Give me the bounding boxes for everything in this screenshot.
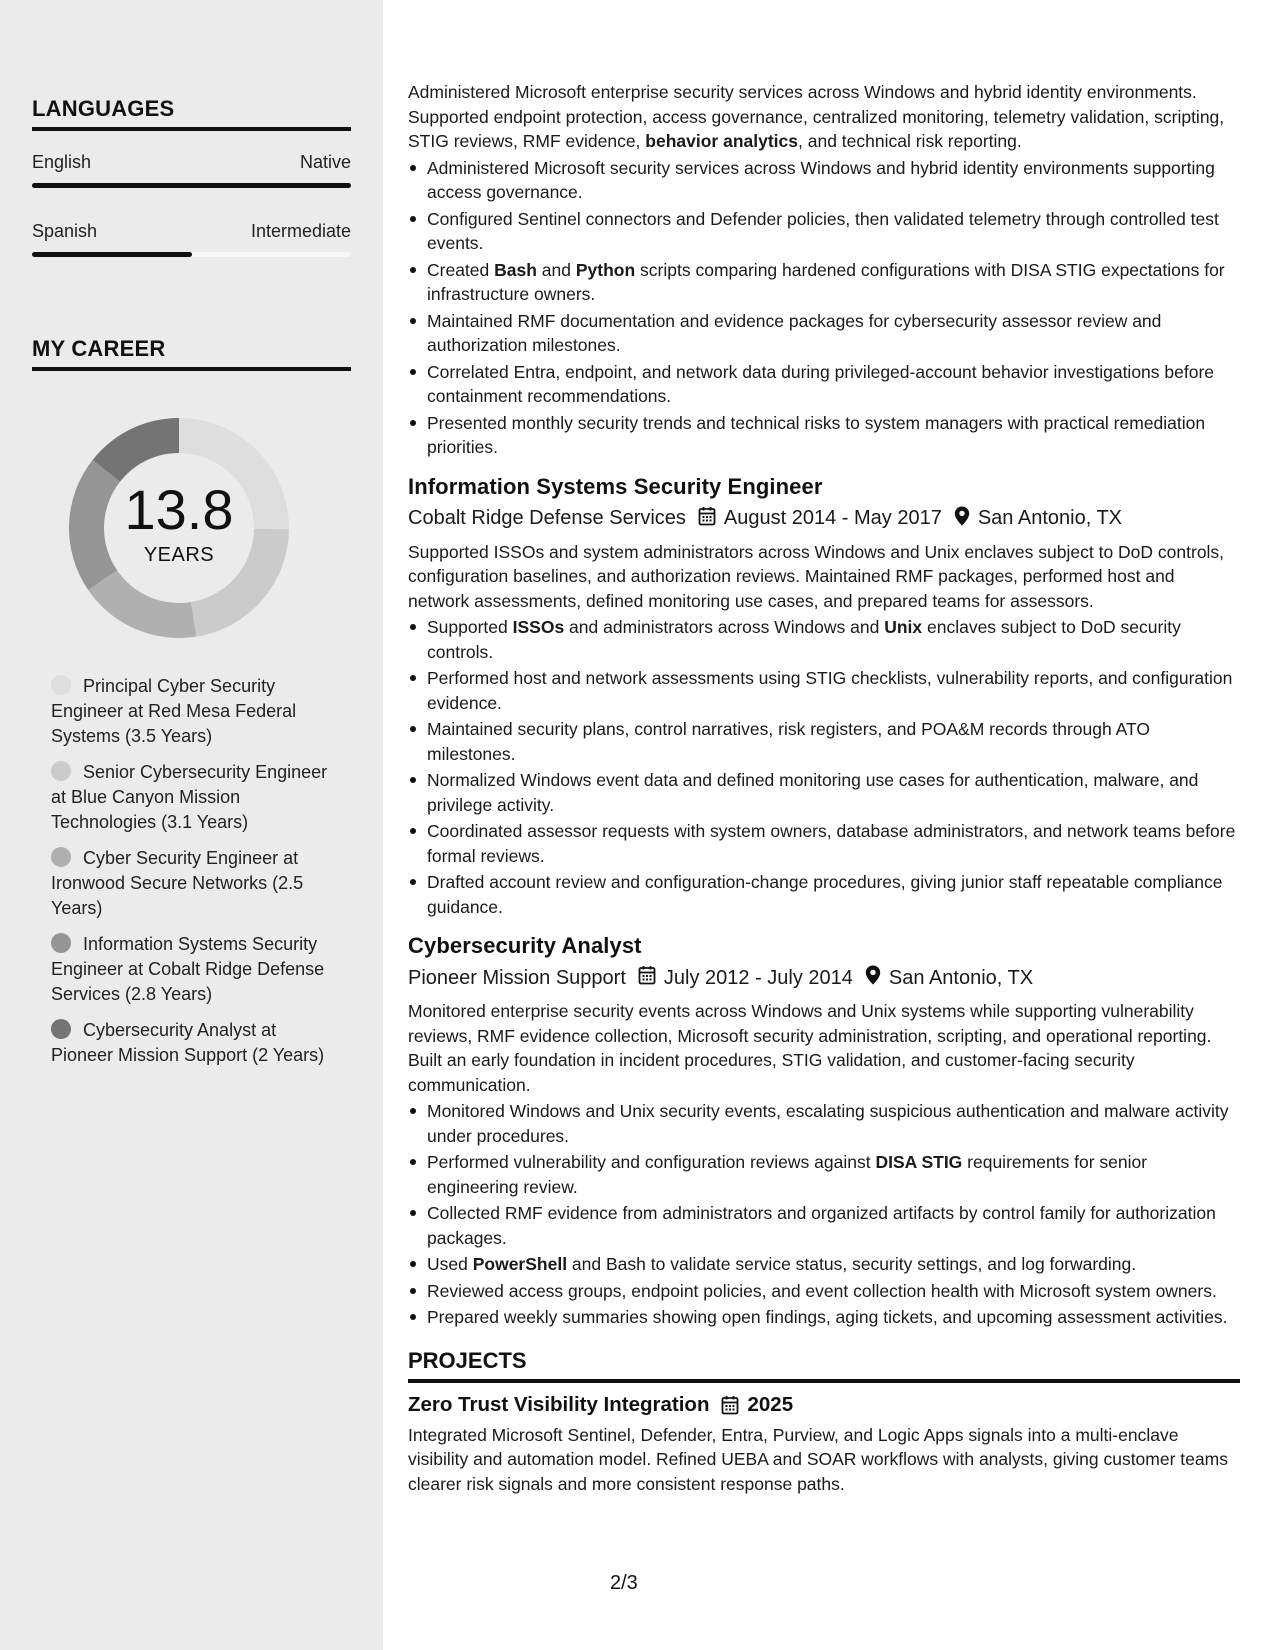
text-span: , and technical risk reporting. [798,131,1022,151]
career-legend-item [51,846,341,921]
language-proficiency-bar [32,183,351,188]
career-legend-label: Information Systems Security Engineer at Cobalt Ridge Defense Services (2.8 Years) [51,934,325,1004]
project-title: Zero Trust Visibility Integration [408,1392,710,1416]
text-span: scripts comparing hardened configurations with DISA STIG expectations for infrastructure owners. [427,259,1225,304]
career-legend-item [51,760,341,835]
job-description [408,80,1240,154]
calendar-icon [721,1395,739,1415]
bold-keyword: ISSOs [512,617,565,637]
job-description: Monitored enterprise security events across Windows and Unix systems while supporting vulnerability reviews, RMF evidence collection, Microsoft security administration, scripting, and operational reporting. Built an early foundation in incident procedures, STIG validation, and customer-facing security communication. [408,1001,1212,1095]
job-bullet: Correlated Entra, endpoint, and network data during privileged-account behavior investigations before containment recommendations. [408,360,1240,409]
text-span: Used [427,1254,473,1274]
bold-keyword: Python [575,259,636,280]
bold-keyword: DISA STIG [875,1152,963,1172]
job-bullet: Coordinated assessor requests with system owners, database administrators, and network teams before formal reviews. [408,819,1240,868]
job-bullets [408,156,1240,460]
text-span: Created [427,259,495,280]
project-description: Integrated Microsoft Sentinel, Defender, Entra, Purview, and Logic Apps signals into a multi-enclave visibility and automation model. Refined UEBA and SOAR workflows with analysts, giving customer teams clearer risk signals and more consistent response paths. [408,1424,1228,1494]
job-bullet: Collected RMF evidence from administrators and organized artifacts by control family for authorization packages. [408,1201,1240,1250]
text-span: Administered Microsoft enterprise security services across Windows and hybrid identity environments. Supported endpoint protection, access governance, centralized monitoring, telemetry validation, scripting, STIG reviews, RMF evidence, [408,82,1225,151]
text-span: enclaves subject to DoD security controls. [427,617,1181,662]
project-entry [408,1393,1240,1497]
language-level: Intermediate [250,221,351,241]
calendar-icon [638,965,656,991]
legend-dot-icon [51,761,71,781]
job-bullet: Performed host and network assessments using STIG checklists, vulnerability reports, and configuration evidence. [408,666,1240,715]
language-item-english [32,152,351,188]
map-pin-icon [865,965,881,991]
calendar-icon [698,506,716,532]
job-title: Cybersecurity Analyst [408,933,642,958]
career-total-unit: YEARS [143,543,215,566]
career-donut-chart [62,411,296,645]
bold-keyword: Unix [884,617,923,637]
job-location: San Antonio, TX [977,507,1123,529]
job-title: Information Systems Security Engineer [408,473,823,499]
career-donut-center [62,411,296,645]
job-bullets [408,615,1240,919]
job-meta [408,506,1240,532]
text-span: and administrators across Windows and [564,617,885,637]
job-description: Supported ISSOs and system administrators across Windows and Unix enclaves subject to DoD controls, configuration baselines, and authorization reviews. Maintained RMF packages, performed host and network assessments, defined monitoring use cases, and prepared teams for assessors. [408,541,1225,611]
job-bullet [408,1150,1240,1199]
career-legend-item [51,674,341,749]
language-proficiency-fill [32,252,192,257]
job-bullet: Reviewed access groups, endpoint policies, and event collection health with Microsoft system owners. [408,1279,1240,1304]
main-content [408,80,1240,1496]
job-bullet: Prepared weekly summaries showing open findings, aging tickets, and upcoming assessment activities. [408,1305,1240,1330]
job-bullet: Monitored Windows and Unix security events, escalating suspicious authentication and malware activity under procedures. [408,1099,1240,1148]
job-company: Pioneer Mission Support [408,966,626,989]
bold-keyword: PowerShell [472,1254,568,1274]
language-level: Native [299,152,351,172]
legend-dot-icon [51,847,71,867]
career-legend-item [51,1018,341,1068]
job-bullet [408,258,1240,307]
job-bullet: Maintained RMF documentation and evidence packages for cybersecurity assessor review and authorization milestones. [408,309,1240,358]
languages-heading: LANGUAGES [32,96,351,131]
language-proficiency-fill [32,183,351,188]
text-span: and [536,259,576,280]
career-total-years: 13.8 [124,477,234,541]
job-bullet [408,1252,1240,1277]
page-number: 2/3 [610,1572,638,1594]
legend-dot-icon [51,933,71,953]
projects-heading: PROJECTS [408,1348,1240,1383]
job-entry [408,933,1240,1330]
bold-keyword: Bash [494,259,537,280]
job-bullet: Configured Sentinel connectors and Defender policies, then validated telemetry through controlled test events. [408,207,1240,256]
text-span: Performed vulnerability and configuration reviews against [427,1152,876,1172]
project-year: 2025 [747,1392,794,1416]
job-company: Cobalt Ridge Defense Services [408,507,686,529]
career-legend-item [51,932,341,1007]
job-bullet: Drafted account review and configuration-change procedures, giving junior staff repeatable compliance guidance. [408,870,1240,919]
legend-dot-icon [51,675,71,695]
job-dates: August 2014 - May 2017 [723,507,942,529]
project-title-row [408,1393,1240,1417]
language-proficiency-bar [32,252,351,257]
text-span: Supported [427,617,513,637]
job-bullet: Administered Microsoft security services across Windows and hybrid identity environments supporting access governance. [408,156,1240,205]
sidebar [0,0,383,1650]
job-entry [408,474,1240,920]
job-meta [408,965,1240,991]
language-name: English [32,152,92,172]
career-legend-label: Cyber Security Engineer at Ironwood Secure Networks (2.5 Years) [51,848,304,918]
career-heading: MY CAREER [32,336,351,371]
job-location: San Antonio, TX [888,966,1034,989]
legend-dot-icon [51,1019,71,1039]
map-pin-icon [954,506,970,532]
job-bullet: Maintained security plans, control narratives, risk registers, and POA&M records through ATO milestones. [408,717,1240,766]
career-legend-label: Cybersecurity Analyst at Pioneer Mission Support (2 Years) [51,1020,325,1065]
bold-keyword: behavior analytics [645,131,799,151]
job-dates: July 2012 - July 2014 [663,966,853,989]
job-bullet: Presented monthly security trends and technical risks to system managers with practical remediation priorities. [408,411,1240,460]
career-legend [51,674,341,1079]
job-bullet: Normalized Windows event data and defined monitoring use cases for authentication, malware, and privilege activity. [408,768,1240,817]
text-span: and Bash to validate service status, security settings, and log forwarding. [567,1254,1137,1274]
language-name: Spanish [32,221,98,241]
job-bullet [408,615,1240,664]
career-legend-label: Senior Cybersecurity Engineer at Blue Canyon Mission Technologies (3.1 Years) [51,762,328,832]
language-item-spanish [32,221,351,257]
career-legend-label: Principal Cyber Security Engineer at Red Mesa Federal Systems (3.5 Years) [51,676,297,746]
text-span: requirements for senior engineering review. [427,1152,1148,1197]
job-bullets [408,1099,1240,1330]
